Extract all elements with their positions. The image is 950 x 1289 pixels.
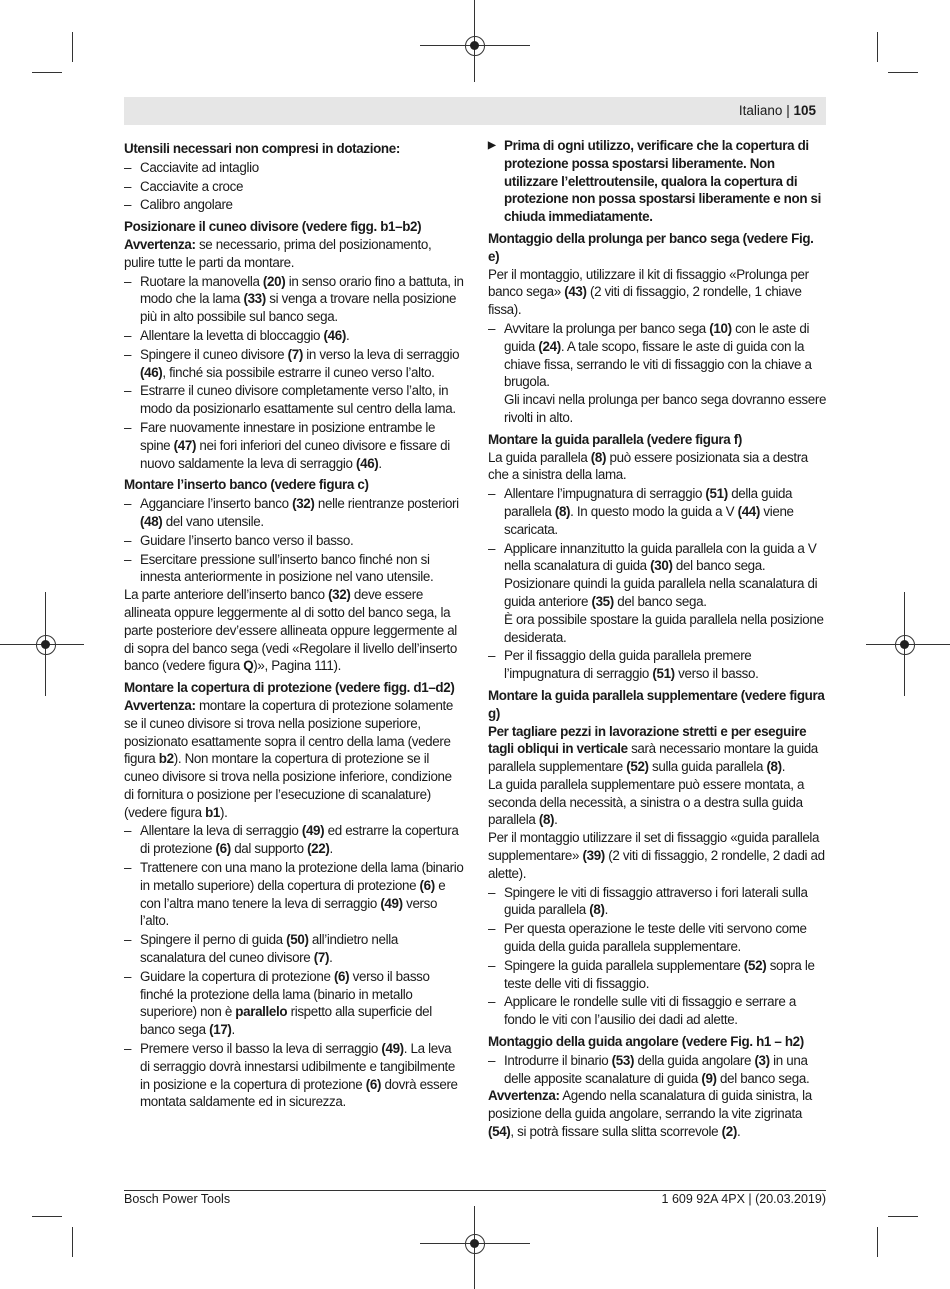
text: Esercitare pressione sull’inserto banco finché non si innesta anteriormente in posizione nel vano utensile.: [140, 551, 434, 585]
bullet-dash: –: [124, 496, 132, 512]
text: Spingere il perno di guida: [140, 932, 287, 948]
bold-text: (8): [538, 812, 555, 828]
list-item: [488, 957, 828, 993]
bold-text: Avvertenza:: [124, 236, 196, 252]
text: (2 viti di fissaggio, 2 rondelle, 2 dadi ad alette).: [488, 848, 825, 881]
text: ).: [220, 804, 228, 820]
text: montare la copertura di protezione solamente se il cuneo divisore si trova nella posizione superiore, posizionato esattamente sopra il centro della lama (vedere figura: [124, 697, 454, 767]
text: Calibro angolare: [140, 197, 233, 213]
text: in senso orario fino a battuta, in modo che la lama: [140, 273, 464, 307]
list-item-text: [504, 647, 828, 683]
registration-mark-icon: [465, 1234, 485, 1254]
text: .: [329, 841, 333, 857]
bold-text: (47): [173, 437, 197, 453]
registration-mark-icon: [895, 635, 915, 655]
bullet-dash: –: [488, 486, 496, 502]
text: Per il montaggio utilizzare il set di fissaggio «guida parallela supplementare»: [488, 830, 820, 864]
text: verso il basso.: [674, 666, 759, 682]
list-item: [124, 551, 464, 587]
text: Guidare la copertura di protezione: [140, 968, 334, 984]
header-separator: |: [786, 103, 790, 118]
section-heading: [124, 218, 464, 236]
bullet-dash: –: [124, 532, 132, 548]
text: in verso la leva di serraggio: [302, 346, 460, 362]
text: dal supporto: [230, 841, 308, 857]
bold-text: (50): [286, 932, 309, 948]
list-item-text: [140, 968, 464, 1039]
bullet-dash: [488, 611, 504, 647]
paragraph: [488, 266, 828, 319]
list-item-text: [140, 346, 464, 382]
list-item: [124, 931, 464, 967]
list-item: [124, 495, 464, 531]
bold-text: (46): [140, 364, 163, 380]
text: Per il fissaggio della guida parallela premere l’impugnatura di serraggio: [504, 648, 752, 682]
text: . In questo modo la guida a V: [570, 503, 738, 519]
bold-text: (54): [488, 1124, 511, 1140]
bold-text: (9): [701, 1070, 717, 1086]
text: ). Non montare la copertura di protezione se il cuneo divisore si trova nella posizione inferiore, condizione di fornitura o posizione per l’esecuzione di scanalature) (vedere figura: [124, 751, 452, 820]
text: verso il basso finché la protezione della lama (binario in metallo superiore) non è: [140, 968, 430, 1020]
text: ed estrarre la copertura di protezione: [140, 823, 459, 857]
crop-mark: [877, 1227, 878, 1257]
list-item-text: [504, 884, 828, 920]
bold-text: Q: [243, 658, 254, 674]
bullet-dash: –: [488, 957, 496, 973]
left-column: [124, 136, 464, 1111]
paragraph: [124, 586, 464, 675]
bold-text: (6): [333, 968, 350, 984]
bold-text: parallelo: [235, 1004, 288, 1020]
paragraph: [124, 236, 464, 272]
bullet-dash: –: [124, 273, 132, 289]
crop-mark: [877, 32, 878, 62]
list-item-text: [504, 993, 828, 1029]
text: )», Pagina 111).: [253, 658, 341, 674]
text: Agganciare l’inserto banco: [140, 496, 293, 512]
bullet-dash: [488, 391, 504, 427]
bullet-dash: –: [124, 159, 132, 175]
list-item: [488, 647, 828, 683]
section-heading: [124, 476, 464, 494]
text: Gli incavi nella prolunga per banco sega dovranno essere rivolti in alto.: [504, 392, 827, 425]
list-item-text: [140, 859, 464, 930]
text: del banco sega. Posizionare quindi la guida parallela nella scanalatura di guida anteriore: [504, 558, 818, 609]
paragraph: [488, 449, 828, 485]
text: Introdurre il binario: [504, 1052, 612, 1068]
bold-text: (51): [652, 666, 675, 682]
paragraph: [488, 776, 828, 829]
text: . La leva di serraggio dovrà innestarsi udibilmente e tangibilmente in posizione e la copertura di protezione: [140, 1041, 456, 1092]
text: Estrarre il cuneo divisore completamente verso l’alto, in modo da posizionarlo esattamente sul centro della lama.: [140, 383, 456, 417]
text: con le aste di guida: [504, 320, 810, 354]
text: .: [231, 1022, 235, 1038]
bold-text: (6): [365, 1076, 382, 1092]
paragraph: [488, 829, 828, 882]
list-item: [124, 1040, 464, 1111]
bullet-dash: –: [488, 648, 496, 664]
list-item-text: [140, 532, 464, 550]
bullet-dash: –: [488, 994, 496, 1010]
list-item: [124, 346, 464, 382]
text: Allentare la leva di serraggio: [140, 823, 302, 839]
text: .: [329, 950, 333, 966]
text: se necessario, prima del posizionamento, pulire tutte le parti da montare.: [124, 236, 432, 270]
text: (2 viti di fissaggio, 2 rondelle, 1 chiave fissa).: [488, 284, 802, 318]
list-item: [488, 320, 828, 391]
section-heading: [124, 140, 464, 158]
list-item: [488, 993, 828, 1029]
text: Agendo nella scanalatura di guida sinistra, la posizione della guida angolare, serrando la vite zigrinata: [488, 1088, 812, 1122]
list-item-text: [140, 327, 464, 345]
bold-text: Posizionare il cuneo divisore (vedere figg. b1–b2): [124, 219, 422, 235]
text: del banco sega.: [716, 1070, 810, 1086]
bold-text: Montare la copertura di protezione (vedere figg. d1–d2): [124, 680, 455, 696]
bold-text: (49): [381, 1041, 404, 1057]
text: Per questa operazione le teste delle viti servono come guida della guida parallela supplementare.: [504, 921, 807, 955]
list-item: [124, 327, 464, 345]
text: Cacciavite ad intaglio: [140, 159, 259, 175]
bold-text: (17): [209, 1022, 232, 1038]
text: del vano utensile.: [162, 513, 264, 529]
list-item-text: [504, 920, 828, 956]
text: .: [345, 327, 350, 343]
bullet-dash: –: [488, 884, 496, 900]
crop-mark: [32, 1216, 62, 1217]
bold-text: Montaggio della guida angolare (vedere Fig. h1 – h2): [488, 1034, 804, 1050]
text: verso l’alto.: [140, 895, 438, 929]
text: sopra le teste delle viti di fissaggio.: [504, 957, 815, 991]
text: deve essere allineata oppure leggermente al di sotto del banco sega, la parte posteriore dev’essere allineata oppure leggermente al di sopra del banco sega (vedi «Regolare il livello dell’inserto banco (vedere figura: [124, 587, 458, 674]
bold-text: (22): [307, 841, 330, 857]
bullet-dash: –: [124, 346, 132, 362]
bold-text: (39): [582, 848, 605, 864]
paragraph: [488, 1087, 828, 1140]
bullet-dash: –: [124, 327, 132, 343]
bold-text: (2): [721, 1124, 737, 1140]
list-item: [124, 178, 464, 196]
bold-text: (53): [611, 1052, 635, 1068]
bold-text: (7): [313, 950, 330, 966]
bold-text: (49): [301, 823, 325, 839]
bold-text: (8): [590, 449, 607, 465]
bullet-dash: –: [124, 551, 132, 567]
paragraph: [124, 697, 464, 822]
text: nei fori inferiori del cuneo divisore e fissare di nuovo saldamente la leva di serraggio: [140, 437, 450, 471]
list-item: [488, 540, 828, 611]
text: rispetto alla superficie del banco sega: [140, 1004, 432, 1038]
crop-mark: [72, 32, 73, 62]
bold-text: Montare la guida parallela (vedere figura f): [488, 431, 742, 447]
bold-text: (8): [766, 759, 782, 775]
section-heading: [488, 687, 828, 723]
text: Allentare l’impugnatura di serraggio: [504, 486, 706, 502]
bold-text: (24): [538, 338, 561, 354]
text: , si potrà fissare sulla slitta scorrevole: [510, 1124, 722, 1140]
bold-text: (33): [243, 291, 266, 307]
text: e con l’altra mano tenere la leva di serraggio: [140, 877, 446, 911]
footer-brand: Bosch Power Tools: [124, 1192, 231, 1206]
bullet-dash: –: [124, 197, 132, 213]
text: all’indietro nella scanalatura del cuneo divisore: [140, 932, 398, 966]
list-item-text: [140, 159, 464, 177]
header-text: [739, 103, 816, 118]
bold-text: Avvertenza:: [124, 697, 196, 713]
bullet-dash: –: [124, 968, 132, 984]
bold-text: (35): [591, 593, 614, 609]
section-heading: [124, 679, 464, 697]
list-item: [124, 859, 464, 930]
text: .: [604, 902, 608, 918]
list-item-text: [140, 822, 464, 858]
text: Guidare l’inserto banco verso il basso.: [140, 532, 354, 548]
text: Applicare le rondelle sulle viti di fissaggio e serrare a fondo le viti con l’ausilio dei dadi ad alette.: [504, 994, 796, 1028]
list-item: [488, 884, 828, 920]
list-item: [488, 1052, 828, 1088]
list-item: [124, 822, 464, 858]
page-number: 105: [793, 103, 816, 118]
section-heading: [488, 431, 828, 449]
text: Allentare la levetta di bloccaggio: [140, 327, 324, 343]
bold-text: Avvertenza:: [488, 1088, 560, 1104]
section-heading: [488, 1033, 828, 1051]
arrow-icon: ▶: [488, 140, 496, 151]
text: Per il montaggio, utilizzare il kit di fissaggio «Prolunga per banco sega»: [488, 266, 809, 300]
bullet-dash: –: [124, 419, 132, 435]
header-language: Italiano: [738, 103, 783, 118]
list-item-text: [140, 382, 464, 418]
list-item-text: [140, 551, 464, 587]
section-heading: [488, 230, 828, 266]
bold-text: (8): [554, 503, 571, 519]
crop-mark: [888, 72, 918, 73]
list-item: [124, 273, 464, 326]
bold-text: (8): [589, 902, 605, 918]
bullet-dash: –: [124, 1041, 132, 1057]
text: La guida parallela supplementare può essere montata, a seconda della necessità, a sinistra o a destra sulla guida parallela: [488, 776, 805, 828]
text: nelle rientranze posteriori: [314, 496, 459, 512]
bold-text: Per tagliare pezzi in lavorazione stretti e per eseguire tagli obliqui in verticale: [488, 723, 807, 757]
bold-text: (6): [215, 841, 231, 857]
bold-text: (44): [737, 503, 761, 519]
list-item: [124, 532, 464, 550]
crop-mark: [888, 1216, 918, 1217]
text: Cacciavite a croce: [140, 178, 244, 194]
bold-text: (30): [650, 558, 673, 574]
bold-text: (10): [709, 320, 732, 336]
bullet-dash: –: [488, 1052, 496, 1068]
bold-text: Montare la guida parallela supplementare (vedere figura g): [488, 687, 825, 721]
text: Spingere il cuneo divisore: [140, 346, 288, 362]
list-item-continuation: [488, 391, 828, 427]
list-item: [488, 485, 828, 538]
footer-doc-number: 1 609 92A 4PX | (20.03.2019): [661, 1192, 826, 1206]
warning-item: [488, 137, 828, 226]
list-item-text: [504, 611, 828, 647]
bullet-dash: –: [124, 932, 132, 948]
list-item-text: [140, 196, 464, 214]
bold-text: Utensili necessari non compresi in dotazione:: [124, 141, 400, 156]
text: dovrà essere montata saldamente ed in sicurezza.: [140, 1076, 458, 1110]
text: del banco sega.: [613, 593, 707, 609]
text: Ruotare la manovella: [140, 273, 263, 289]
bold-text: (6): [419, 877, 435, 893]
bold-text: Prima di ogni utilizzo, verificare che la copertura di protezione possa spostarsi liberamente. Non utilizzare l’elettroutensile, qualora la copertura di protezione non possa spostarsi liberamente e non si chiuda immediatamente.: [504, 138, 821, 225]
bold-text: (43): [564, 284, 587, 300]
list-item-text: [140, 273, 464, 326]
footer-divider: [124, 1190, 826, 1191]
text: È ora possibile spostare la guida parallela nella posizione desiderata.: [504, 611, 824, 645]
list-item-text: [504, 320, 828, 391]
bold-text: b2: [158, 751, 174, 767]
text: in una delle apposite scanalature di guida: [504, 1052, 808, 1086]
list-item-text: [504, 485, 828, 538]
bold-text: (51): [705, 486, 728, 502]
text: Trattenere con una mano la protezione della lama (binario in metallo superiore) della copertura di protezione: [140, 860, 464, 893]
bullet-dash: –: [124, 860, 132, 876]
paragraph: [488, 723, 828, 776]
page-header: [124, 97, 826, 125]
right-column: [488, 136, 828, 1141]
list-item-text: [140, 931, 464, 967]
text: La parte anteriore dell’inserto banco: [124, 587, 329, 603]
bold-text: (3): [754, 1052, 770, 1068]
bold-text: b1: [205, 804, 221, 820]
text: viene scaricata.: [504, 503, 794, 537]
text: Spingere le viti di fissaggio attraverso i fori laterali sulla guida parallela: [504, 884, 808, 918]
list-item-continuation: [488, 611, 828, 647]
list-item: [124, 196, 464, 214]
bold-text: (32): [292, 496, 315, 512]
crop-mark: [72, 1227, 73, 1257]
list-item: [124, 159, 464, 177]
text: si venga a trovare nella posizione più in alto possibile sul banco sega.: [140, 291, 457, 325]
bold-text: (49): [380, 895, 403, 911]
text: , finché sia possibile estrarre il cuneo verso l’alto.: [162, 364, 435, 380]
text: .: [378, 455, 382, 471]
bold-text: Montaggio della prolunga per banco sega (vedere Fig. e): [488, 230, 814, 264]
bold-text: (48): [140, 513, 163, 529]
text: Fare nuovamente innestare in posizione entrambe le spine: [140, 419, 436, 453]
list-item: [488, 920, 828, 956]
crop-mark: [32, 72, 62, 73]
bold-text: (46): [355, 455, 379, 471]
text: .: [736, 1124, 741, 1140]
text: sarà necessario montare la guida parallela supplementare: [488, 741, 818, 775]
bullet-dash: –: [124, 383, 132, 399]
list-item-text: [140, 1040, 464, 1111]
list-item-text: [140, 178, 464, 196]
list-item-text: [140, 419, 464, 472]
bold-text: Montare l’inserto banco (vedere figura c): [124, 477, 369, 493]
list-item-text: [504, 957, 828, 993]
registration-mark-icon: [36, 635, 56, 655]
text: sulla guida parallela: [648, 759, 767, 775]
bullet-dash: –: [124, 178, 132, 194]
text: Premere verso il basso la leva di serraggio: [140, 1041, 382, 1057]
list-item-text: [504, 540, 828, 611]
registration-mark-icon: [465, 36, 485, 56]
text: della guida angolare: [634, 1052, 755, 1068]
bold-text: (20): [262, 273, 286, 289]
text: .: [554, 812, 558, 828]
bullet-dash: –: [488, 320, 496, 336]
bold-text: (7): [287, 346, 303, 362]
bullet-dash: –: [488, 540, 496, 556]
text: Spingere la guida parallela supplementare: [504, 957, 744, 973]
bullet-dash: –: [488, 921, 496, 937]
text: Applicare innanzitutto la guida parallela con la guida a V nella scanalatura di guida: [504, 540, 817, 574]
list-item: [124, 382, 464, 418]
text: . A tale scopo, fissare le aste di guida con la chiave fissa, serrando le viti di fissaggio con la chiave a brugola.: [504, 338, 812, 390]
list-item-text: [504, 1052, 828, 1088]
list-item-text: [504, 391, 828, 427]
text: Avvitare la prolunga per banco sega: [504, 320, 710, 336]
list-item-text: [140, 495, 464, 531]
bold-text: (46): [323, 327, 346, 343]
text: può essere posizionata sia a destra che a sinistra della lama.: [488, 449, 808, 483]
bold-text: (52): [743, 957, 767, 973]
list-item-text: [504, 137, 828, 226]
bullet-dash: –: [124, 823, 132, 839]
bold-text: (32): [328, 587, 351, 603]
list-item: [124, 968, 464, 1039]
text: .: [781, 759, 786, 775]
text: della guida parallela: [504, 486, 793, 519]
text: La guida parallela: [488, 449, 591, 465]
list-item: [124, 419, 464, 472]
bold-text: (52): [626, 759, 649, 775]
